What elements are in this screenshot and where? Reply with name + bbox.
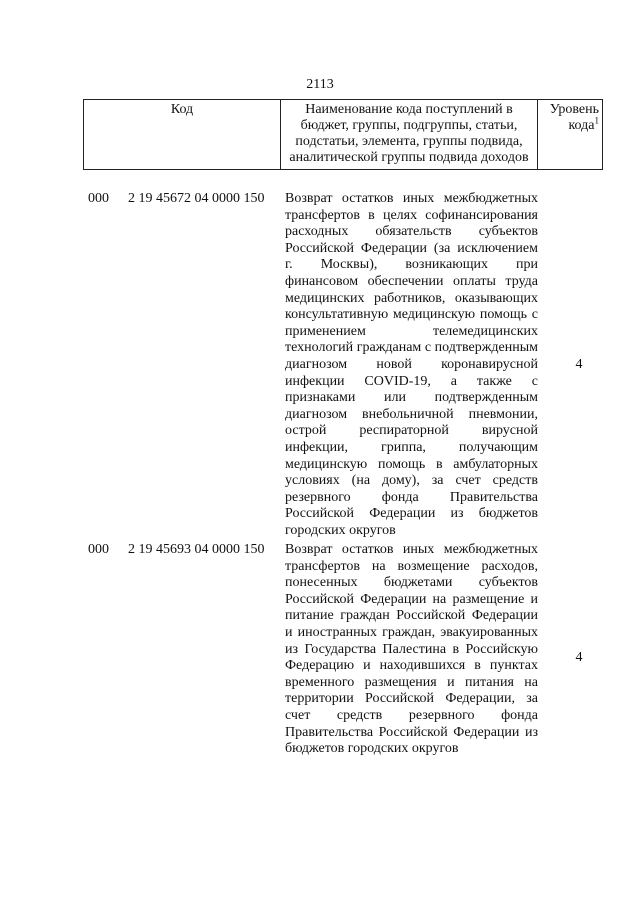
code-level: 4 (575, 357, 583, 372)
header-level-footnote: 1 (594, 115, 599, 126)
budget-code: 2 19 45672 04 0000 150 (128, 191, 265, 206)
code-level: 4 (575, 650, 583, 665)
header-level-label: Уровень кода (549, 102, 599, 133)
income-description: Возврат остатков иных межбюджетных трансфертов на возмещение расходов, понесенных бюджетами субъектов Российской Федерации на размещение и питание граждан Российской Федерации и иностранных граждан, эвакуированных из Государства Палестина в Российскую Федерацию и находившихся в пунктах временного размещения и питания на территории Российской Федерации, за счет средств резервного фонда Правительства Российской Федерации из бюджетов городских округов (285, 542, 538, 757)
budget-code: 2 19 45693 04 0000 150 (128, 542, 265, 557)
header-code: Код (84, 100, 281, 170)
page-number: 2113 (306, 77, 334, 92)
income-description: Возврат остатков иных межбюджетных трансфертов в целях софинансирования расходных обязательств субъектов Российской Федерации (за исключением г. Москвы), возникающих при финансовом обеспечении оплаты труда медицинских работников, оказывающих консультативную медицинскую помощь с применением телемедицинских технологий гражданам с подтвержденным диагнозом новой коронавирусной инфекции COVID-19, а также с признаками или подтвержденным диагнозом внебольничной пневмонии, острой респираторной вирусной инфекции, гриппа, получающим медицинскую помощь в амбулаторных условиях (на дому), за счет средств резервного фонда Правительства Российской Федерации из бюджетов городских округов (285, 191, 538, 538)
table-header (83, 99, 603, 170)
header-level (538, 100, 603, 170)
admin-code: 000 (88, 191, 109, 206)
admin-code: 000 (88, 542, 109, 557)
header-name: Наименование кода поступлений в бюджет, группы, подгруппы, статьи, подстатьи, элемента, группы подвида, аналитической группы подвида доходов (281, 100, 538, 170)
